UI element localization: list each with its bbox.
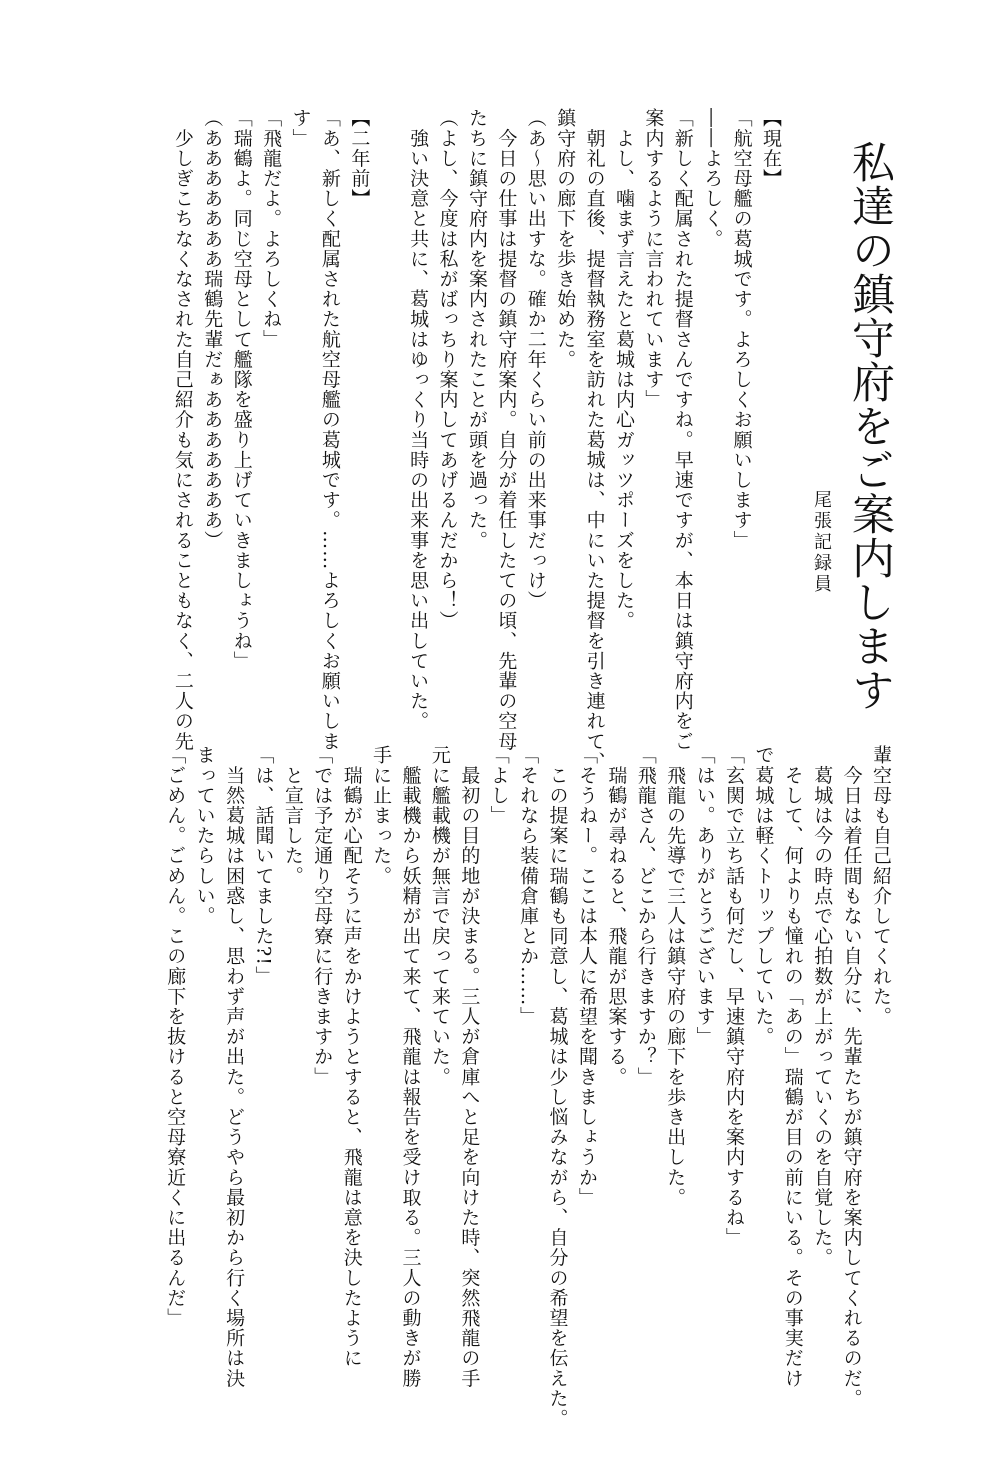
- text-line: 艦載機から妖精が出て来て、飛龍は報告を受け取る。三人の動きが勝: [399, 745, 422, 1389]
- text-line: 飛龍の先導で三人は鎮守府の廊下を歩き出した。: [664, 745, 687, 1208]
- text-line: 「玄関で立ち話も何だし、早速鎮守府内を案内するね」: [722, 745, 745, 1248]
- upper-text-block: [95, 108, 785, 772]
- text-line: と宣言した。: [281, 745, 304, 886]
- text-line: 今日は着任間もない自分に、先輩たちが鎮守府を案内してくれるのだ。: [840, 745, 863, 1409]
- text-line: 案内するように言われています」: [642, 108, 665, 410]
- text-line: この提案に瑞鶴も同意し、葛城は少し悩みながら、自分の希望を伝えた。: [546, 745, 569, 1429]
- text-line: 「ごめん。ごめん。この廊下を抜けると空母寮近くに出るんだ」: [164, 745, 187, 1328]
- text-line: 鎮守府の廊下を歩き始めた。: [554, 108, 577, 370]
- page-title: 私達の鎮守府をご案内します: [845, 140, 895, 712]
- text-line: 「それなら装備倉庫とか……」: [517, 745, 540, 1027]
- text-line: 「航空母艦の葛城です。よろしくお願いします」: [730, 108, 753, 551]
- text-line: [373, 108, 402, 688]
- text-line: 少しぎこちなくなされた自己紹介も気にされることもなく、二人の先: [171, 108, 194, 752]
- text-line: 「あ、新しく配属された航空母艦の葛城です。……よろしくお願いしま: [318, 108, 341, 752]
- text-line: たちに鎮守府内を案内されたことが頭を過った。: [465, 108, 488, 551]
- text-line: 手に止まった。: [370, 745, 393, 886]
- text-line: （あああああああ瑞鶴先輩だぁあああああああ）: [201, 108, 224, 551]
- text-line: 輩空母も自己紹介してくれた。: [870, 745, 892, 1027]
- text-line: 「では予定通り空母寮に行きますか」: [311, 745, 334, 1087]
- text-line: そして、何よりも憧れの「あの」瑞鶴が目の前にいる。その事実だけ: [781, 745, 804, 1389]
- text-line: 最初の目的地が決まる。三人が倉庫へと足を向けた時、突然飛龍の手: [458, 745, 481, 1389]
- text-line: 「そうねー。ここは本人に希望を聞きましょうか」: [575, 745, 598, 1208]
- text-line: まっていたらしい。: [193, 745, 216, 926]
- text-line: （あ～思い出すな。確か二年くらい前の出来事だっけ）: [524, 108, 547, 611]
- text-line: 当然葛城は困惑し、思わず声が出た。どうやら最初から行く場所は決: [223, 745, 246, 1389]
- text-line: 「飛龍さん、どこから行きますか？」: [634, 745, 657, 1087]
- text-line: で葛城は軽くトリップしていた。: [752, 745, 775, 1047]
- text-line: 【現在】: [760, 108, 782, 189]
- text-line: 瑞鶴が心配そうに声をかけようとすると、飛龍は意を決したように: [340, 745, 363, 1369]
- text-line: 「新しく配属された提督さんですね。早速ですが、本日は鎮守府内をご: [671, 108, 694, 752]
- text-line: 葛城は今の時点で心拍数が上がっていくのを自覚した。: [811, 745, 834, 1268]
- text-line: 「はい。ありがとうございます」: [693, 745, 716, 1047]
- text-line: 今日の仕事は提督の鎮守府案内。自分が着任したての頃、先輩の空母: [495, 108, 518, 752]
- text-line: 「は、話聞いてました?!」: [252, 745, 275, 987]
- text-line: 「飛龍だよ。よろしくね」: [260, 108, 283, 350]
- text-line: （よし、今度は私がばっちり案内してあげるんだから！）: [436, 108, 459, 631]
- text-line: 【二年前】: [348, 108, 371, 209]
- text-line: よし、噛まず言えたと葛城は内心ガッツポーズをした。: [612, 108, 635, 631]
- text-line: 瑞鶴が尋ねると、飛龍が思案する。: [605, 745, 628, 1087]
- text-line: 朝礼の直後、提督執務室を訪れた葛城は、中にいた提督を引き連れて、: [583, 108, 606, 772]
- text-line: 「瑞鶴よ。同じ空母として艦隊を盛り上げていきましょうね」: [230, 108, 253, 671]
- text-line: 強い決意と共に、葛城はゆっくり当時の出来事を思い出していた。: [407, 108, 430, 732]
- text-line: 「よし」: [487, 745, 510, 826]
- author-name: 尾張記録員: [811, 490, 832, 595]
- text-line: す」: [289, 108, 312, 149]
- text-line: 元に艦載機が無言で戻って来ていた。: [428, 745, 451, 1087]
- text-line: ――よろしく。: [701, 108, 724, 249]
- lower-text-block: [95, 745, 895, 1429]
